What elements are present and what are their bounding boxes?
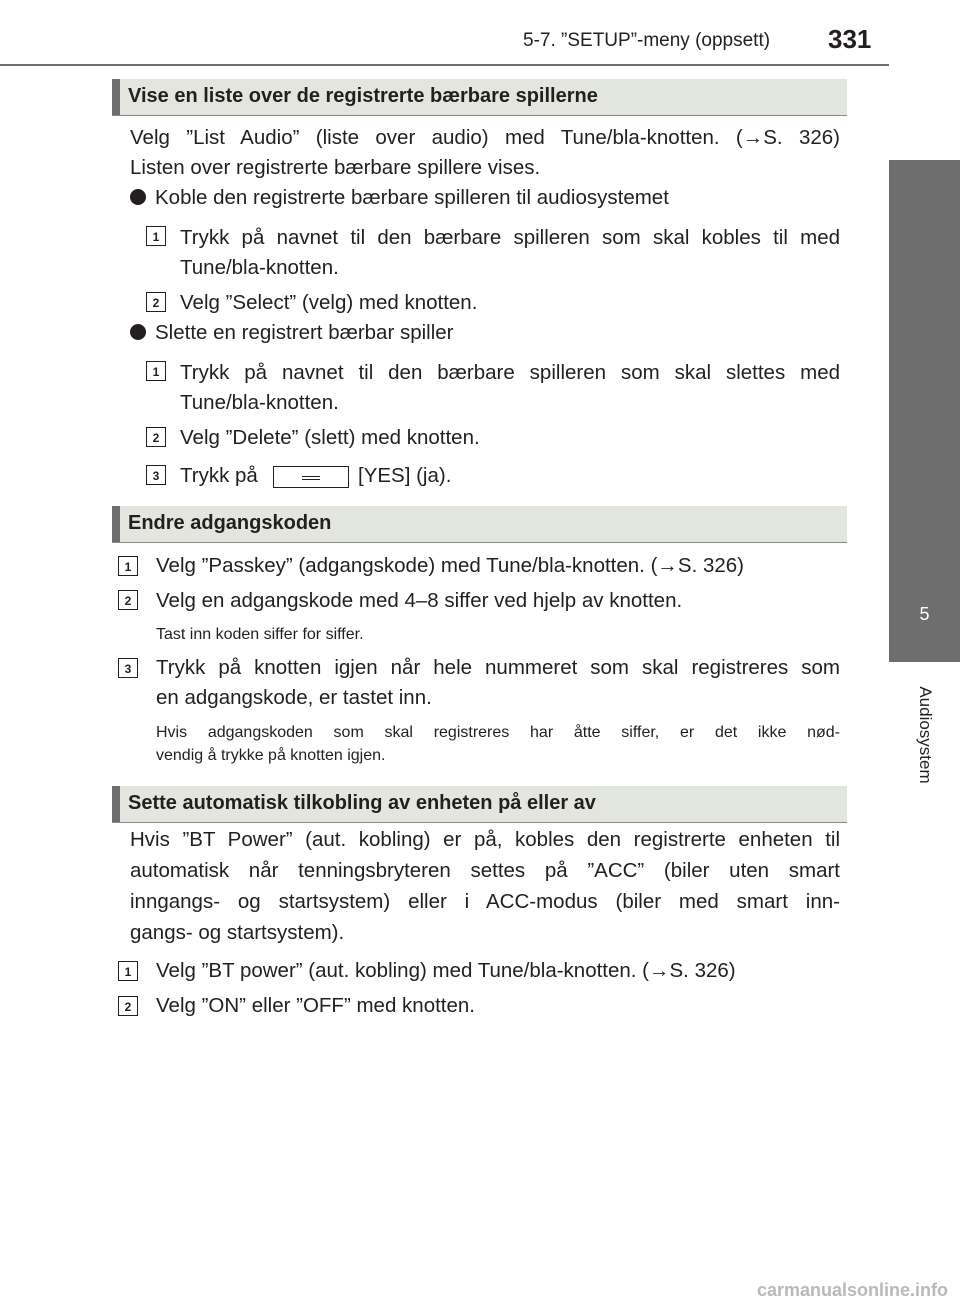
delete-step3-a: Trykk på (180, 464, 258, 487)
bullet-icon (130, 189, 146, 205)
delete-step1-line1: Trykk på navnet til den bærbare spilleren som skal slettes med (180, 361, 840, 384)
section-heading-list-text: Vise en liste over de registrerte bærbare spillerne (128, 85, 598, 107)
step-number-1: 1 (118, 556, 138, 576)
section-heading-passkey-text: Endre adgangskoden (128, 512, 332, 534)
passkey-step2: Velg en adgangskode med 4–8 siffer ved hjelp av knotten. (156, 589, 683, 612)
chapter-tab-number: 5 (919, 604, 930, 624)
connect-step1-line1: Trykk på navnet til den bærbare spilleren som skal kobles til med (180, 226, 840, 249)
chapter-tab (889, 160, 960, 662)
step-number-1: 1 (146, 226, 166, 246)
passkey-step1: Velg ”Passkey” (adgangskode) med Tune/bla-knotten. (→S. 326) (156, 554, 744, 577)
watermark: carmanualsonline.info (756, 1280, 948, 1300)
section-heading-bt-power-text: Sette automatisk tilkobling av enheten på eller av (128, 792, 596, 814)
section-heading-bt-power (112, 786, 847, 823)
section1-intro-line1: Velg ”List Audio” (liste over audio) med Tune/bla-knotten. (→S. 326) (130, 126, 840, 149)
section-heading-passkey (112, 506, 847, 543)
delete-title: Slette en registrert bærbar spiller (130, 318, 454, 348)
header-rule (0, 64, 889, 66)
page-number: 331 (828, 24, 872, 54)
connect-step1-line2: Tune/bla-knotten. (180, 256, 339, 279)
step-number-1: 1 (118, 961, 138, 981)
passkey-step3-note-line2: vendig å trykke på knotten igjen. (156, 747, 386, 764)
step-number-2: 2 (118, 996, 138, 1016)
passkey-step3-note-line1: Hvis adgangskoden som skal registreres har åtte siffer, er det ikke nød- (156, 724, 840, 741)
delete-step2: Velg ”Delete” (slett) med knotten. (180, 426, 480, 449)
bt-intro-line3: inngangs- og startsystem) eller i ACC-modus (biler med smart inn- (130, 890, 840, 913)
chapter-title: 5-7. ”SETUP”-meny (oppsett) (523, 30, 771, 51)
bt-step1: Velg ”BT power” (aut. kobling) med Tune/bla-knotten. (→S. 326) (156, 959, 736, 982)
connect-step2: Velg ”Select” (velg) med knotten. (180, 291, 478, 314)
section1-intro-line2: Listen over registrerte bærbare spillere vises. (130, 156, 541, 179)
step-number-1: 1 (146, 361, 166, 381)
step-number-2: 2 (146, 427, 166, 447)
passkey-step3-line1: Trykk på knotten igjen når hele nummeret som skal registreres som (156, 656, 840, 679)
step-number-2: 2 (118, 590, 138, 610)
bt-step2: Velg ”ON” eller ”OFF” med knotten. (156, 994, 475, 1017)
passkey-step3-line2: en adgangskode, er tastet inn. (156, 686, 432, 709)
delete-step1-line2: Tune/bla-knotten. (180, 391, 339, 414)
section-heading-list (112, 79, 847, 116)
bt-intro-line2: automatisk når tenningsbryteren settes på ”ACC” (biler uten smart (130, 859, 840, 882)
bullet-icon (130, 324, 146, 340)
delete-step3-b: [YES] (ja). (358, 464, 452, 487)
chapter-side-label: Audiosystem (916, 686, 935, 784)
step-number-3: 3 (146, 465, 166, 485)
connect-title: Koble den registrerte bærbare spilleren til audiosystemet (130, 183, 669, 213)
bt-intro-line4: gangs- og startsystem). (130, 921, 345, 944)
step-number-2: 2 (146, 292, 166, 312)
passkey-step2-note: Tast inn koden siffer for siffer. (156, 626, 364, 643)
step-number-3: 3 (118, 658, 138, 678)
bt-intro-line1: Hvis ”BT Power” (aut. kobling) er på, kobles den registrerte enheten til (130, 828, 840, 851)
hyphen-button-icon (273, 466, 349, 488)
